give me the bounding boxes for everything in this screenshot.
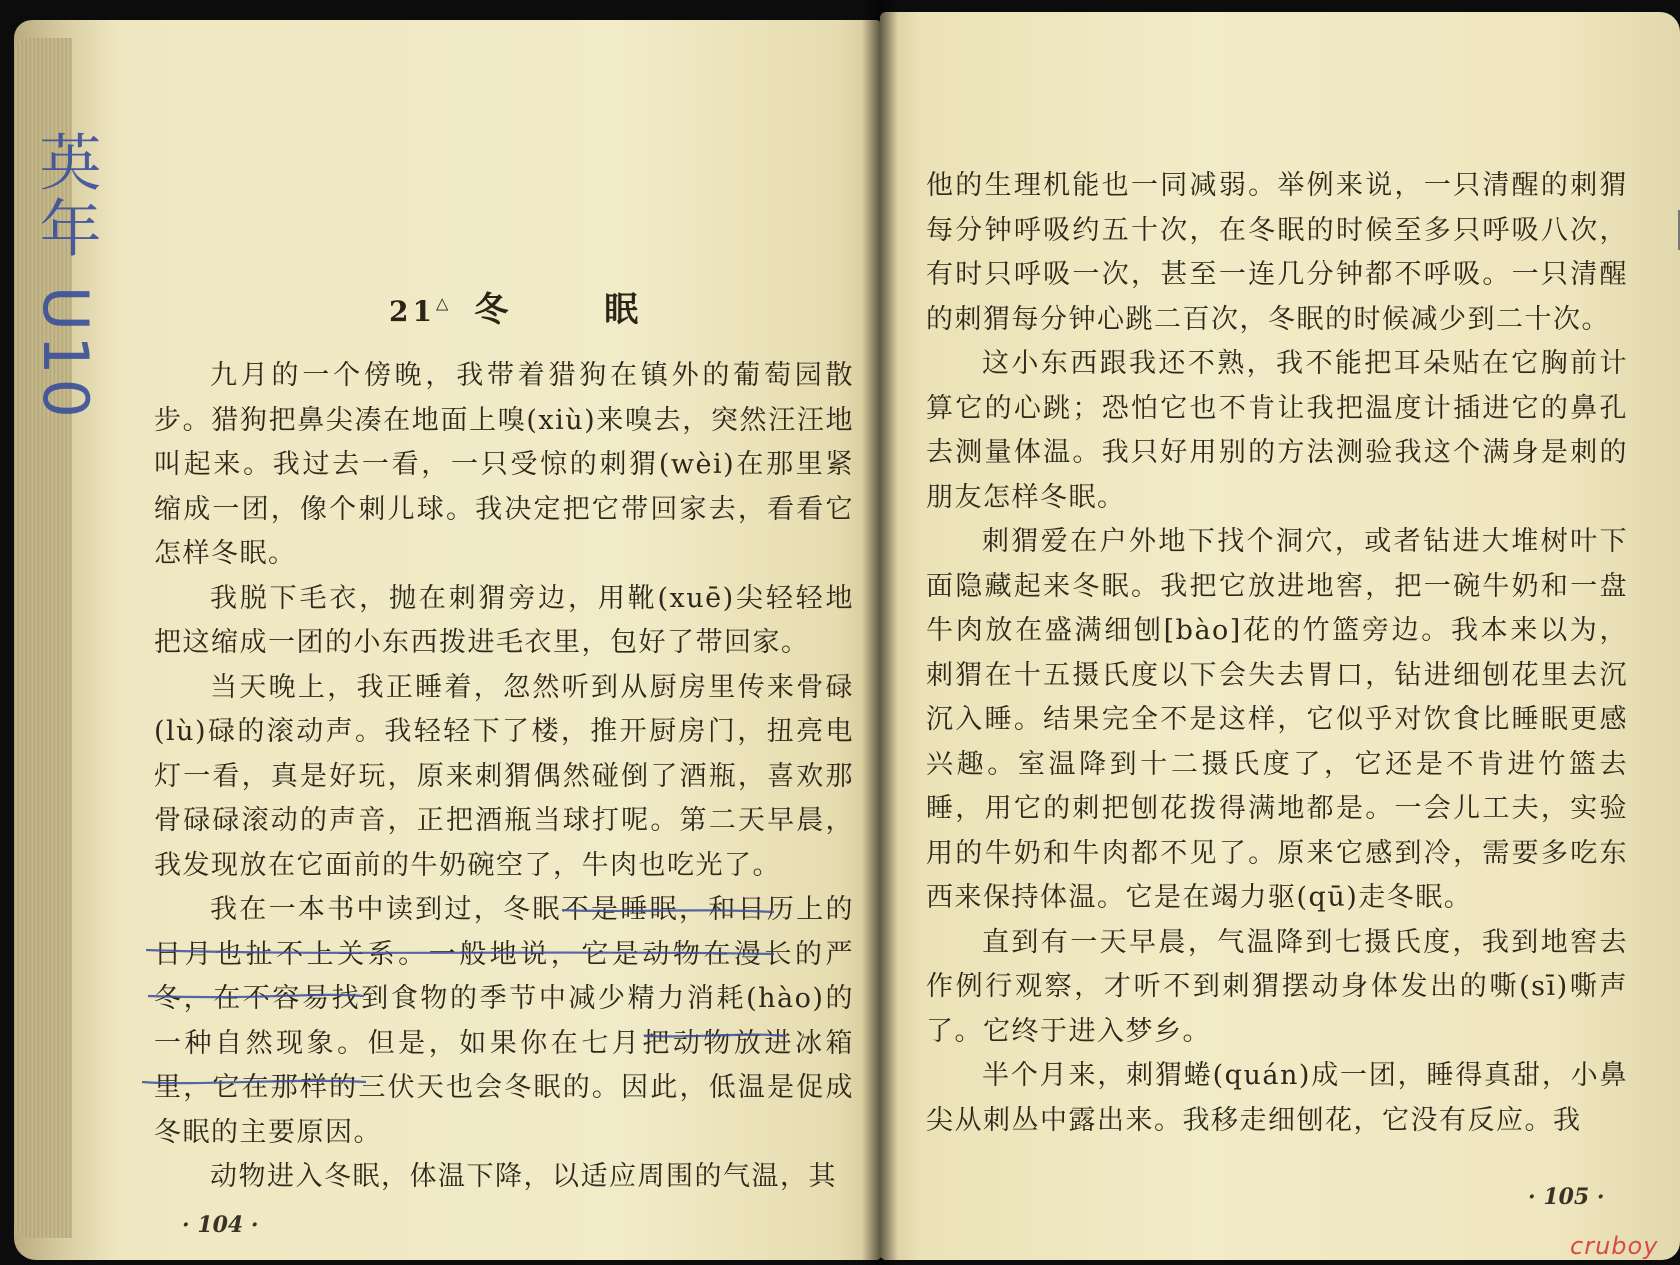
chapter-heading [389,282,680,331]
paragraph: 九月的一个傍晚，我带着猎狗在镇外的葡萄园散步。猎狗把鼻尖凑在地面上嗅(xiù)来嗅去，突然汪汪地叫起来。我过去一看，一只受惊的刺猬(wèi)在那里紧缩成一团，像个刺儿球。我决定把它带回家去，看看它怎样冬眠。 [154,360,854,569]
watermark: cruboy [1570,1232,1659,1260]
right-page-body [926,164,1628,1143]
right-page [880,12,1680,1260]
paragraph: 我在一本书中读到过，冬眠不是睡眠，和日历上的日月也扯不上关系。一般地说，它是动物在漫长的严冬，在不容易找到食物的季节中减少精力消耗(hào)的一种自然现象。但是，如果你在七月把动物放进冰箱里，它在那样的三伏天也会冬眠的。因此，低温是促成冬眠的主要原因。 [154,894,854,1148]
page-number: · 104 · [182,1212,259,1238]
left-page-body [154,354,854,1200]
page-number: · 105 · [1528,1184,1605,1210]
left-page [14,20,882,1260]
paragraph: 直到有一天早晨，气温降到七摄氏度，我到地窖去作例行观察，才听不到刺猬摆动身体发出的嘶(sī)嘶声了。它终于进入梦乡。 [926,926,1628,1047]
paragraph: 动物进入冬眠，体温下降，以适应周围的气温，其 [210,1161,837,1192]
paragraph: 当天晚上，我正睡着，忽然听到从厨房里传来骨碌(lù)碌的滚动声。我轻轻下了楼，推开厨房门，扭亮电灯一看，真是好玩，原来刺猬偶然碰倒了酒瓶，喜欢那骨碌碌滚动的声音，正把酒瓶当球打呢。第二天早晨，我发现放在它面前的牛奶碗空了，牛肉也吃光了。 [154,671,854,881]
paragraph: 他的生理机能也一同减弱。举例来说，一只清醒的刺猬每分钟呼吸约五十次，在冬眠的时候至多只呼吸八次，有时只呼吸一次，甚至一连几分钟都不呼吸。一只清醒的刺猬每分钟心跳二百次，冬眠的时候减少到二十次。 [926,170,1628,335]
handwritten-margin-note [29,130,104,422]
paragraph: 半个月来，刺猬蜷(quán)成一团，睡得真甜，小鼻尖从刺丛中露出来。我移走细刨花，它没有反应。我 [926,1060,1628,1136]
chapter-marker: △ [435,293,453,313]
book-gutter [862,0,898,1265]
paragraph: 刺猬爱在户外地下找个洞穴，或者钻进大堆树叶下面隐藏起来冬眠。我把它放进地窖，把一碗牛奶和一盘牛肉放在盛满细刨[bào]花的竹篮旁边。我本来以为，刺猬在十五摄氏度以下会失去胃口，钻进细刨花里去沉沉入睡。结果完全不是这样，它似乎对饮食比睡眠更感兴趣。室温降到十二摄氏度了，它还是不肯进竹篮去睡，用它的刺把刨花拨得满地都是。一会儿工夫，实验用的牛奶和牛肉都不见了。原来它感到冷，需要多吃东西来保持体温。它是在竭力驱(qū)走冬眠。 [926,526,1628,913]
paragraph: 我脱下毛衣，抛在刺猬旁边，用靴(xuē)尖轻轻地把这缩成一团的小东西拨进毛衣里，包好了带回家。 [154,582,854,658]
chapter-title: 冬 眠 [474,290,681,330]
chapter-number: 21 [389,295,436,328]
margin-note-text: 英年 U10 [29,130,102,422]
paragraph: 这小东西跟我还不熟，我不能把耳朵贴在它胸前计算它的心跳；恐怕它也不肯让我把温度计插进它的鼻孔去测量体温。我只好用别的方法测验我这个满身是刺的朋友怎样冬眠。 [926,348,1628,513]
